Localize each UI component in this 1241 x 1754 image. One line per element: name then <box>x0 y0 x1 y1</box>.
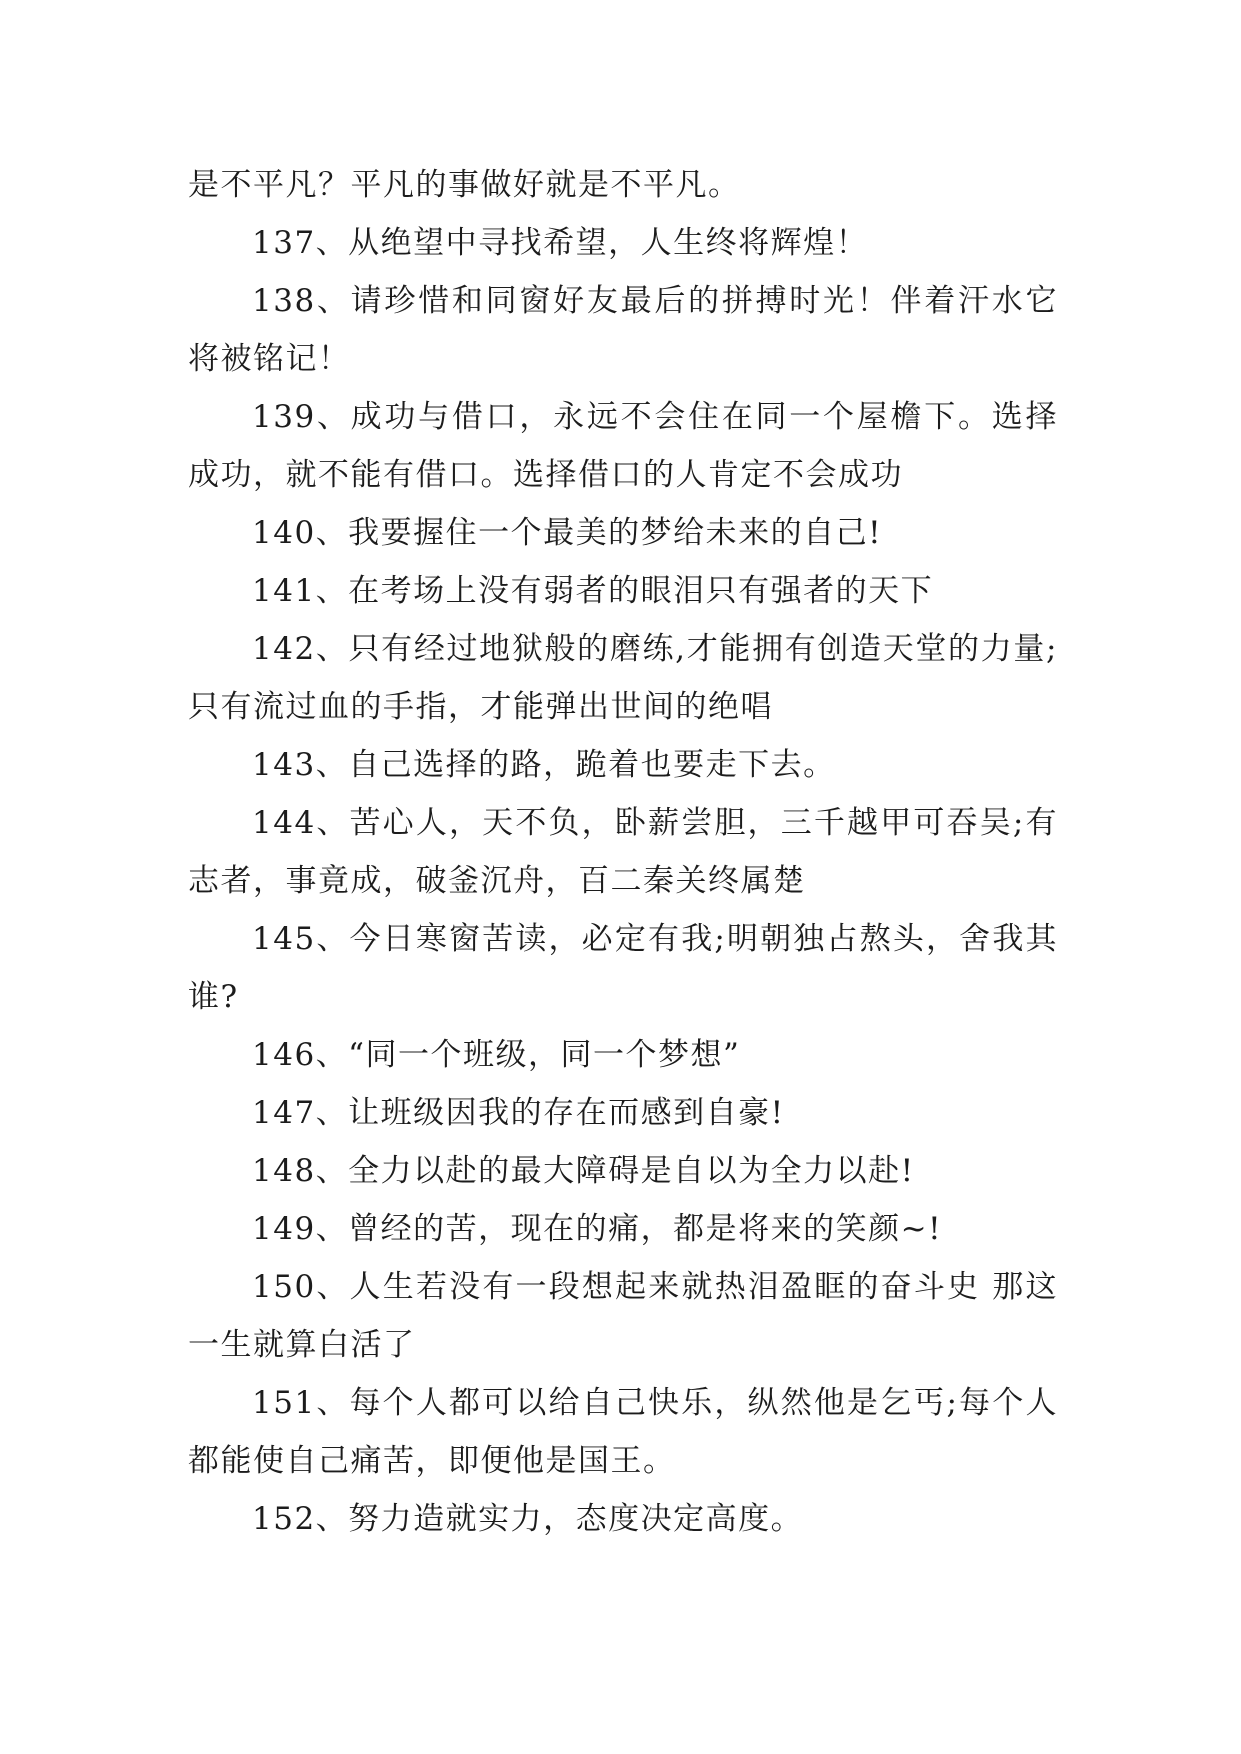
quote-139: 139、成功与借口，永远不会住在同一个屋檐下。选择成功，就不能有借口。选择借口的人肯定不会成功 <box>188 399 1058 493</box>
quote-138: 138、请珍惜和同窗好友最后的拼搏时光！伴着汗水它将被铭记！ <box>188 283 1058 377</box>
paragraph-continuation: 是不平凡？平凡的事做好就是不平凡。 <box>188 167 741 203</box>
quote-143: 143、自己选择的路，跪着也要走下去。 <box>252 747 836 783</box>
quote-141: 141、在考场上没有弱者的眼泪只有强者的天下 <box>252 573 934 609</box>
quote-144: 144、苦心人，天不负，卧薪尝胆，三千越甲可吞吴;有志者，事竟成，破釜沉舟，百二秦关终属楚 <box>188 805 1058 899</box>
quote-140: 140、我要握住一个最美的梦给未来的自己! <box>252 515 883 551</box>
quote-150: 150、人生若没有一段想起来就热泪盈眶的奋斗史 那这一生就算白活了 <box>188 1269 1058 1363</box>
quote-147: 147、让班级因我的存在而感到自豪! <box>252 1095 785 1131</box>
quote-142: 142、只有经过地狱般的磨练,才能拥有创造天堂的力量;只有流过血的手指，才能弹出世间的绝唱 <box>188 631 1058 725</box>
quote-146: 146、“同一个班级，同一个梦想” <box>252 1037 741 1073</box>
quote-149: 149、曾经的苦，现在的痛，都是将来的笑颜~! <box>252 1211 943 1247</box>
quote-145: 145、今日寒窗苦读，必定有我;明朝独占熬头，舍我其谁? <box>188 921 1058 1015</box>
quote-137: 137、从绝望中寻找希望，人生终将辉煌！ <box>252 225 869 261</box>
quote-151: 151、每个人都可以给自己快乐，纵然他是乞丐;每个人都能使自己痛苦，即便他是国王。 <box>188 1385 1058 1479</box>
quote-152: 152、努力造就实力，态度决定高度。 <box>252 1501 804 1537</box>
document-body <box>188 156 1058 1548</box>
quote-148: 148、全力以赴的最大障碍是自以为全力以赴! <box>252 1153 915 1189</box>
